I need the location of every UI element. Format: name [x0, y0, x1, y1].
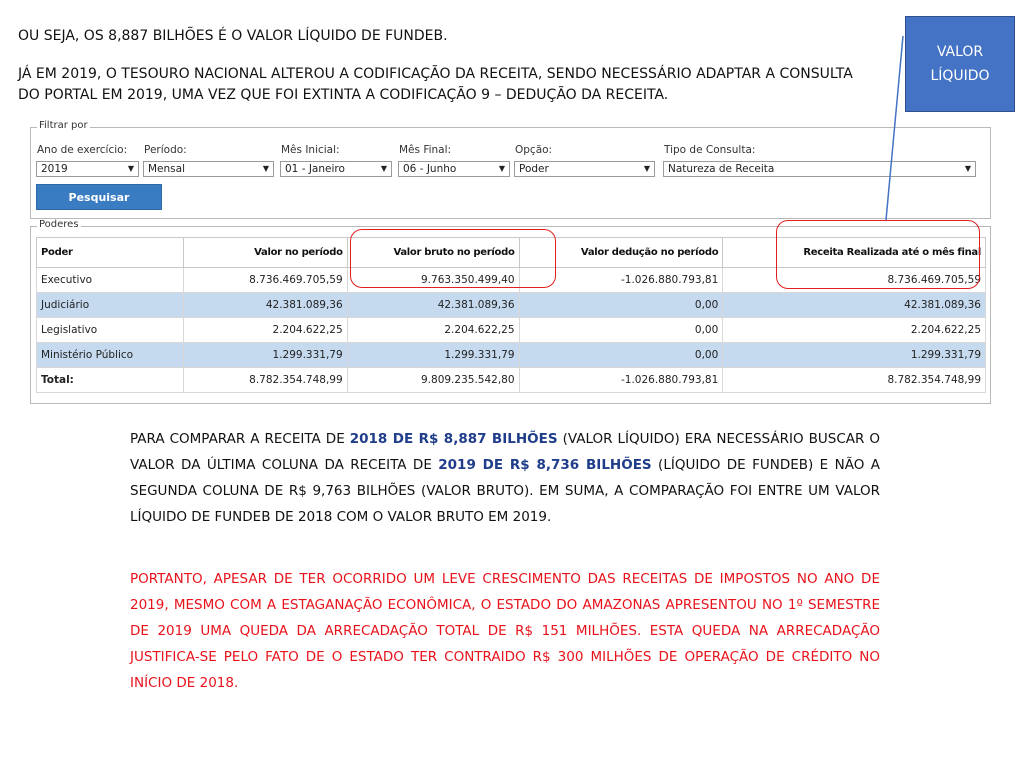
- callout-line-2: LÍQUIDO: [930, 68, 990, 84]
- select-mes-inicial[interactable]: [280, 161, 392, 177]
- cell-valor-periodo: 8.736.469.705,59: [183, 268, 347, 293]
- table-row: [37, 318, 986, 343]
- cell-valor-periodo: 42.381.089,36: [183, 293, 347, 318]
- label-mes-final: Mês Final:: [399, 144, 452, 156]
- select-mes-final-value: 06 - Junho: [403, 163, 457, 175]
- cell-poder: Total:: [37, 368, 184, 393]
- chevron-down-icon: ▼: [964, 164, 971, 173]
- table-total-row: [37, 368, 986, 393]
- highlight-valor-bruto: [350, 229, 556, 288]
- cell-poder: Judiciário: [37, 293, 184, 318]
- cell-valor-deducao: -1.026.880.793,81: [519, 368, 723, 393]
- para1-text-2: (VALOR LÍQUIDO) ERA NECESSÁRIO BUSCAR O VALOR DA ÚLTIMA COLUNA DA RECEITA DE: [130, 431, 881, 473]
- pesquisar-button[interactable]: Pesquisar: [36, 184, 162, 210]
- filter-panel: [30, 120, 991, 219]
- cell-receita-realizada: 8.736.469.705,59: [723, 268, 986, 293]
- label-tipo-consulta: Tipo de Consulta:: [664, 144, 756, 156]
- intro-line-1: OU SEJA, OS 8,887 BILHÕES É O VALOR LÍQUIDO DE FUNDEB.: [18, 28, 448, 44]
- label-periodo: Período:: [144, 144, 187, 156]
- cell-poder: Legislativo: [37, 318, 184, 343]
- para1-highlight-2018: 2018 DE R$ 8,887 BILHÕES: [349, 431, 558, 447]
- cell-valor-deducao: 0,00: [519, 318, 723, 343]
- cell-receita-realizada: 8.782.354.748,99: [723, 368, 986, 393]
- table-row: [37, 343, 986, 368]
- col-header-receita-realizada[interactable]: Receita Realizada até o mês final: [723, 238, 986, 268]
- para1-text-1: PARA COMPARAR A RECEITA DE: [130, 431, 350, 447]
- intro-line-2: JÁ EM 2019, O TESOURO NACIONAL ALTEROU A CODIFICAÇÃO DA RECEITA, SENDO NECESSÁRIO ADAPTAR A CONSULTA DO PORTAL EM 2019, UMA VEZ QUE FOI EXTINTA A CODIFICAÇÃO 9 – DEDUÇÃO DA RECEITA.: [18, 66, 853, 103]
- select-tipo-consulta-value: Natureza de Receita: [668, 163, 775, 175]
- col-header-valor-periodo[interactable]: Valor no período: [183, 238, 347, 268]
- chevron-down-icon: ▼: [498, 164, 505, 173]
- cell-valor-periodo: 1.299.331,79: [183, 343, 347, 368]
- chevron-down-icon: ▼: [262, 164, 269, 173]
- label-opcao: Opção:: [515, 144, 553, 156]
- col-header-valor-bruto[interactable]: Valor bruto no período: [347, 238, 519, 268]
- para1-highlight-2019: 2019 DE R$ 8,736 BILHÕES: [438, 457, 652, 473]
- cell-receita-realizada: 2.204.622,25: [723, 318, 986, 343]
- col-header-valor-deducao[interactable]: Valor dedução no período: [519, 238, 723, 268]
- callout-line-1: VALOR: [936, 44, 984, 60]
- cell-poder: Ministério Público: [37, 343, 184, 368]
- select-opcao[interactable]: [514, 161, 655, 177]
- chevron-down-icon: ▼: [643, 164, 650, 173]
- label-mes-inicial: Mês Inicial:: [281, 144, 340, 156]
- select-periodo[interactable]: [143, 161, 274, 177]
- table-row: [37, 293, 986, 318]
- select-ano-value: 2019: [41, 163, 68, 175]
- cell-valor-periodo: 2.204.622,25: [183, 318, 347, 343]
- select-tipo-consulta[interactable]: [663, 161, 976, 177]
- cell-valor-deducao: 0,00: [519, 343, 723, 368]
- select-opcao-value: Poder: [519, 163, 549, 175]
- cell-valor-deducao: 0,00: [519, 293, 723, 318]
- cell-receita-realizada: 1.299.331,79: [723, 343, 986, 368]
- label-ano: Ano de exercício:: [37, 144, 128, 156]
- para1-text-3: (LÍQUIDO DE FUNDEB) E NÃO A SEGUNDA COLUNA DE R$ 9,763 BILHÕES (VALOR BRUTO). EM SUMA, A COMPARAÇÃO FOI ENTRE UM VALOR LÍQUIDO DE FUNDEB DE 2018 COM O VALOR BRUTO EM 2019.: [130, 457, 880, 525]
- cell-poder: Executivo: [37, 268, 184, 293]
- cell-valor-bruto: 2.204.622,25: [347, 318, 519, 343]
- cell-valor-bruto: 9.763.350.499,40: [347, 268, 519, 293]
- filter-legend: Filtrar por: [39, 120, 88, 131]
- poderes-legend: Poderes: [39, 219, 79, 230]
- cell-valor-periodo: 8.782.354.748,99: [183, 368, 347, 393]
- chevron-down-icon: ▼: [380, 164, 387, 173]
- col-header-poder[interactable]: Poder: [37, 238, 184, 268]
- select-periodo-value: Mensal: [148, 163, 185, 175]
- conclusion-paragraph: PORTANTO, APESAR DE TER OCORRIDO UM LEVE CRESCIMENTO DAS RECEITAS DE IMPOSTOS NO ANO DE 2019, MESMO COM A ESTAGANAÇÃO ECONÔMICA, O ESTADO DO AMAZONAS APRESENTOU NO 1º SEMESTRE DE 2019 UMA QUEDA DA ARRECADAÇÃO TOTAL DE R$ 151 MILHÕES. ESTA QUEDA NA ARRECADAÇÃO JUSTIFICA-SE PELO FATO DE O ESTADO TER CONTRAIDO R$ 300 MILHÕES DE OPERAÇÃO DE CRÉDITO NO INÍCIO DE 2018.: [130, 571, 880, 691]
- cell-receita-realizada: 42.381.089,36: [723, 293, 986, 318]
- select-mes-inicial-value: 01 - Janeiro: [285, 163, 345, 175]
- valor-liquido-callout: [905, 16, 1015, 112]
- highlight-receita-realizada: [776, 220, 980, 289]
- cell-valor-bruto: 1.299.331,79: [347, 343, 519, 368]
- select-mes-final[interactable]: [398, 161, 510, 177]
- select-ano[interactable]: [36, 161, 139, 177]
- cell-valor-bruto: 9.809.235.542,80: [347, 368, 519, 393]
- cell-valor-deducao: -1.026.880.793,81: [519, 268, 723, 293]
- cell-valor-bruto: 42.381.089,36: [347, 293, 519, 318]
- comparison-paragraph: [130, 426, 880, 530]
- chevron-down-icon: ▼: [127, 164, 134, 173]
